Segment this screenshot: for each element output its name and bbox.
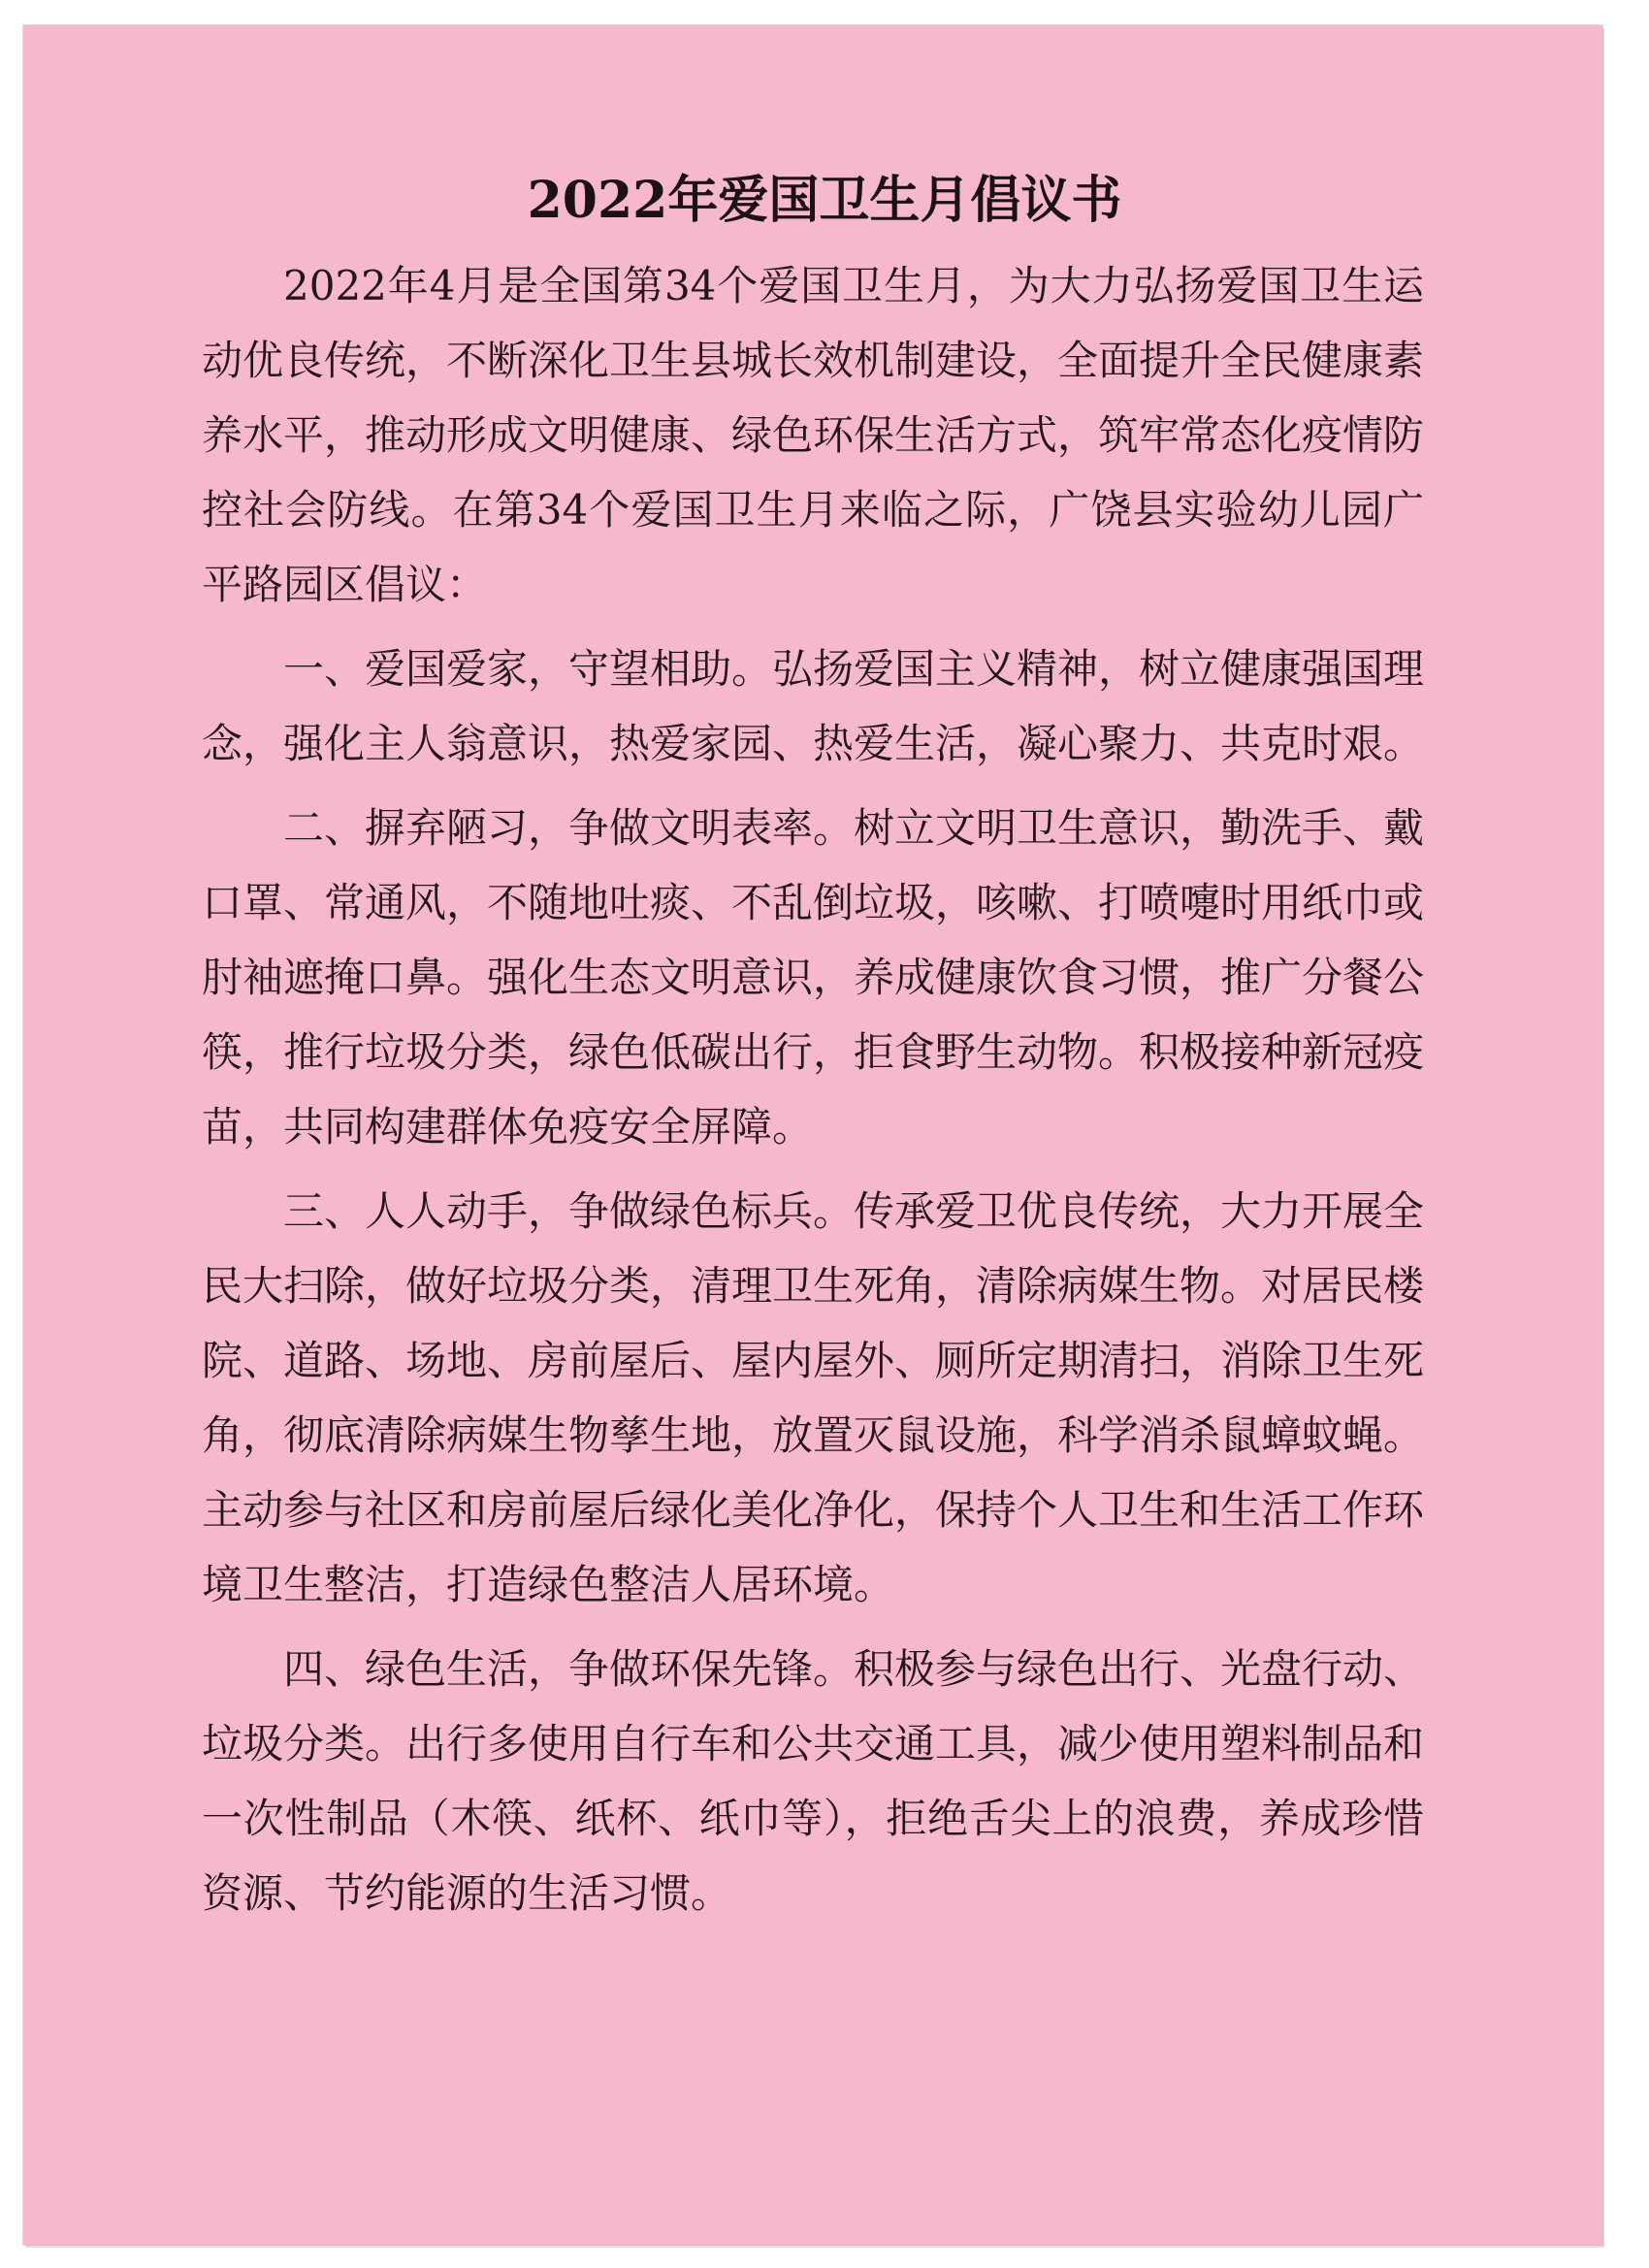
proposal-paragraph-2: 二、摒弃陋习，争做文明表率。树立文明卫生意识，勤洗手、戴口罩、常通风，不随地吐痰、不乱倒垃圾，咳嗽、打喷嚏时用纸巾或肘袖遮掩口鼻。强化生态文明意识，养成健康饮食习惯，推广分餐公筷，推行垃圾分类，绿色低碳出行，拒食野生动物。积极接种新冠疫苗，共同构建群体免疫安全屏障。 [202, 804, 1425, 1150]
proposal-paragraph-4: 四、绿色生活，争做环保先锋。积极参与绿色出行、光盘行动、垃圾分类。出行多使用自行车和公共交通工具，减少使用塑料制品和一次性制品（木筷、纸杯、纸巾等），拒绝舌尖上的浪费，养成珍惜资源、节约能源的生活习惯。 [202, 1645, 1425, 1917]
document-body [202, 248, 1424, 1930]
proposal-paragraph-3: 三、人人动手，争做绿色标兵。传承爱卫优良传统，大力开展全民大扫除，做好垃圾分类，清理卫生死角，清除病媒生物。对居民楼院、道路、场地、房前屋后、屋内屋外、厕所定期清扫，消除卫生死角，彻底清除病媒生物孳生地，放置灭鼠设施，科学消杀鼠蟑蚊蝇。主动参与社区和房前屋后绿化美化净化，保持个人卫生和生活工作环境卫生整洁，打造绿色整洁人居环境。 [202, 1187, 1425, 1608]
proposal-paragraph-1: 一、爱国爱家，守望相助。弘扬爱国主义精神，树立健康强国理念，强化主人翁意识，热爱家园、热爱生活，凝心聚力、共克时艰。 [202, 645, 1425, 767]
document-title: 2022年爱国卫生月倡议书 [527, 171, 1122, 230]
intro-paragraph: 2022年4月是全国第34个爱国卫生月，为大力弘扬爱国卫生运动优良传统，不断深化卫生县城长效机制建设，全面提升全民健康素养水平，推动形成文明健康、绿色环保生活方式，筑牢常态化疫情防控社会防线。在第34个爱国卫生月来临之际，广饶县实验幼儿园广平路园区倡议： [202, 262, 1425, 608]
